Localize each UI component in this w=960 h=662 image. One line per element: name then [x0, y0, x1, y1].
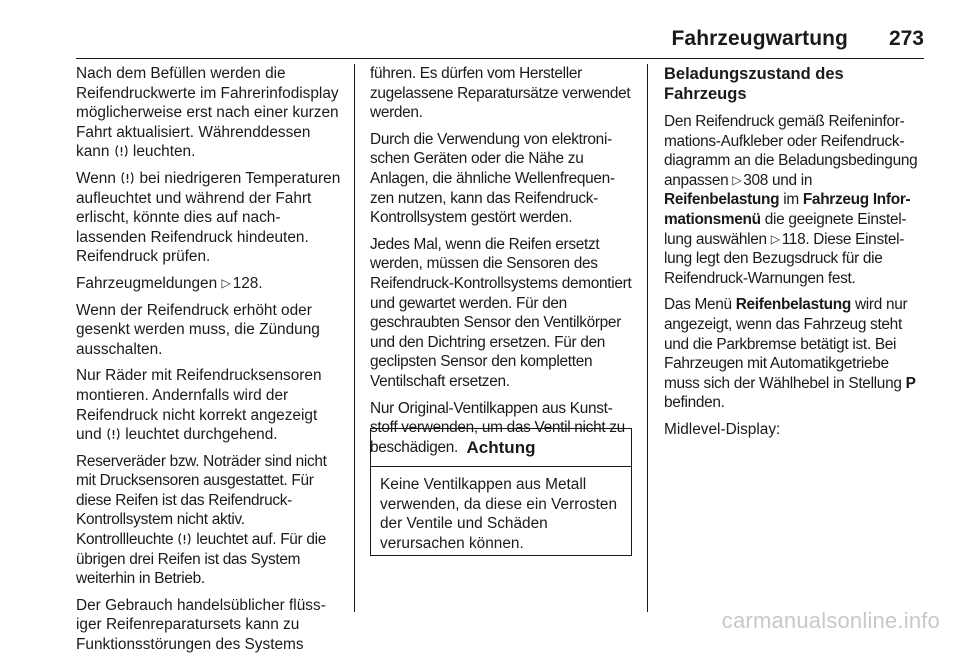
tire-pressure-warning-icon [115, 144, 128, 158]
reference-arrow-icon: ▷ [732, 172, 742, 187]
paragraph: Den Reifendruck gemäß Reifeninformations-Aufkleber oder Reifendruckdiagramm an die Beladungsbedingung anpassen ▷ 308 und in Reifenbelastung im Fahrzeug Informationsmenü die geeignete Einstellung auswählen ▷ 118. Diese Einstellung legt den Bezugsdruck für die Reifendruck-Warnungen fest. [664, 113, 918, 287]
page-reference-link[interactable]: 308 und in [743, 171, 813, 189]
column-divider-1 [354, 64, 355, 612]
page-header [0, 0, 960, 58]
reference-arrow-icon: ▷ [221, 275, 231, 290]
paragraph: Reserveräder bzw. Noträder sind nicht mit Drucksensoren ausgestattet. Für diese Reifen ist das Reifendruck-Kontrollsystem nicht aktiv. Kontrollleuchte leuchtet auf. Für die übrigen drei Reifen ist das System weiterhin in Betrieb. [76, 452, 327, 588]
paragraph: Nur Original-Ventilkappen aus Kunststoff verwenden, um das Ventil nicht zu beschädigen. [370, 399, 625, 456]
caution-body: Keine Ventilkappen aus Metall verwenden, da diese ein Verrosten der Ventile und Schäden verursachen können. [380, 476, 617, 552]
menu-name: Reifenbelastung [664, 191, 780, 209]
menu-name: Reifenbelastung [735, 296, 851, 314]
header-rule [76, 58, 924, 59]
paragraph: Durch die Verwendung von elektronischen Geräten oder die Nähe zu Anlagen, die ähnliche Wellenfrequenzen nutzen, kann das Reifendruck-Kontrollsystem gestört werden. [370, 130, 616, 227]
paragraph: Der Gebrauch handelsüblicher flüssiger Reifenreparatursets kann zu Funktionsstörungen des Systems [76, 596, 326, 654]
section-heading: Beladungszustand des Fahrzeugs [664, 65, 844, 103]
paragraph: Fahrzeugmeldungen ▷ 128. [76, 274, 263, 292]
column-2 [370, 64, 632, 464]
tire-pressure-warning-icon [121, 171, 134, 185]
paragraph: Wenn der Reifendruck erhöht oder gesenkt werden muss, die Zündung ausschalten. [76, 301, 320, 358]
chapter-title: Fahrzeugwartung [671, 27, 848, 50]
reference-arrow-icon: ▷ [770, 231, 780, 246]
caution-box [370, 428, 632, 556]
caution-title: Achtung [371, 429, 631, 467]
paragraph: Jedes Mal, wenn die Reifen ersetzt werden, müssen die Sensoren des Reifendruck-Kontrollsystems demontiert und gewartet werden. Für den geschraubten Sensor den Ventilkörper und den Dichtring ersetzen. Für den geclipsten Sensor den kompletten Ventilschaft ersetzen. [370, 235, 632, 390]
tire-pressure-warning-icon [107, 427, 120, 441]
column-3 [664, 64, 926, 447]
page-reference-link[interactable]: 128. [232, 274, 263, 292]
menu-name: Fahrzeug Informationsmenü [664, 191, 911, 228]
paragraph: Nach dem Befüllen werden die Reifendruckwerte im Fahrerinfodisplay möglicherweise erst nach einer kurzen Fahrt aktualisiert. Währenddessen kann leuchten. [76, 65, 339, 161]
paragraph: führen. Es dürfen vom Hersteller zugelassene Reparatursätze verwendet werden. [370, 65, 631, 122]
paragraph: Das Menü Reifenbelastung wird nur angezeigt, wenn das Fahrzeug steht und die Parkbremse betätigt ist. Bei Fahrzeugen mit Automatikgetriebe muss sich der Wählhebel in Stellung P befinden. [664, 296, 916, 412]
watermark: carmanualsonline.info [721, 608, 940, 633]
paragraph: Wenn bei niedrigeren Temperaturen aufleuchtet und während der Fahrt erlischt, könnte dies auf nachlassenden Reifendruck hindeuten. Reifendruck prüfen. [76, 169, 341, 266]
page-reference-link[interactable]: 118. Diese Einstellung legt den Bezugsdruck für die Reifendruck-Warnungen fest. [664, 230, 905, 287]
column-divider-2 [647, 64, 648, 612]
gear-position: P [905, 374, 916, 392]
paragraph: Nur Räder mit Reifendrucksensoren montieren. Andernfalls wird der Reifendruck nicht korrekt angezeigt und leuchtet durchgehend. [76, 367, 322, 444]
column-1 [76, 64, 342, 662]
page-number: 273 [888, 27, 924, 50]
paragraph: Midlevel-Display: [664, 420, 781, 438]
tire-pressure-warning-icon [178, 532, 191, 546]
